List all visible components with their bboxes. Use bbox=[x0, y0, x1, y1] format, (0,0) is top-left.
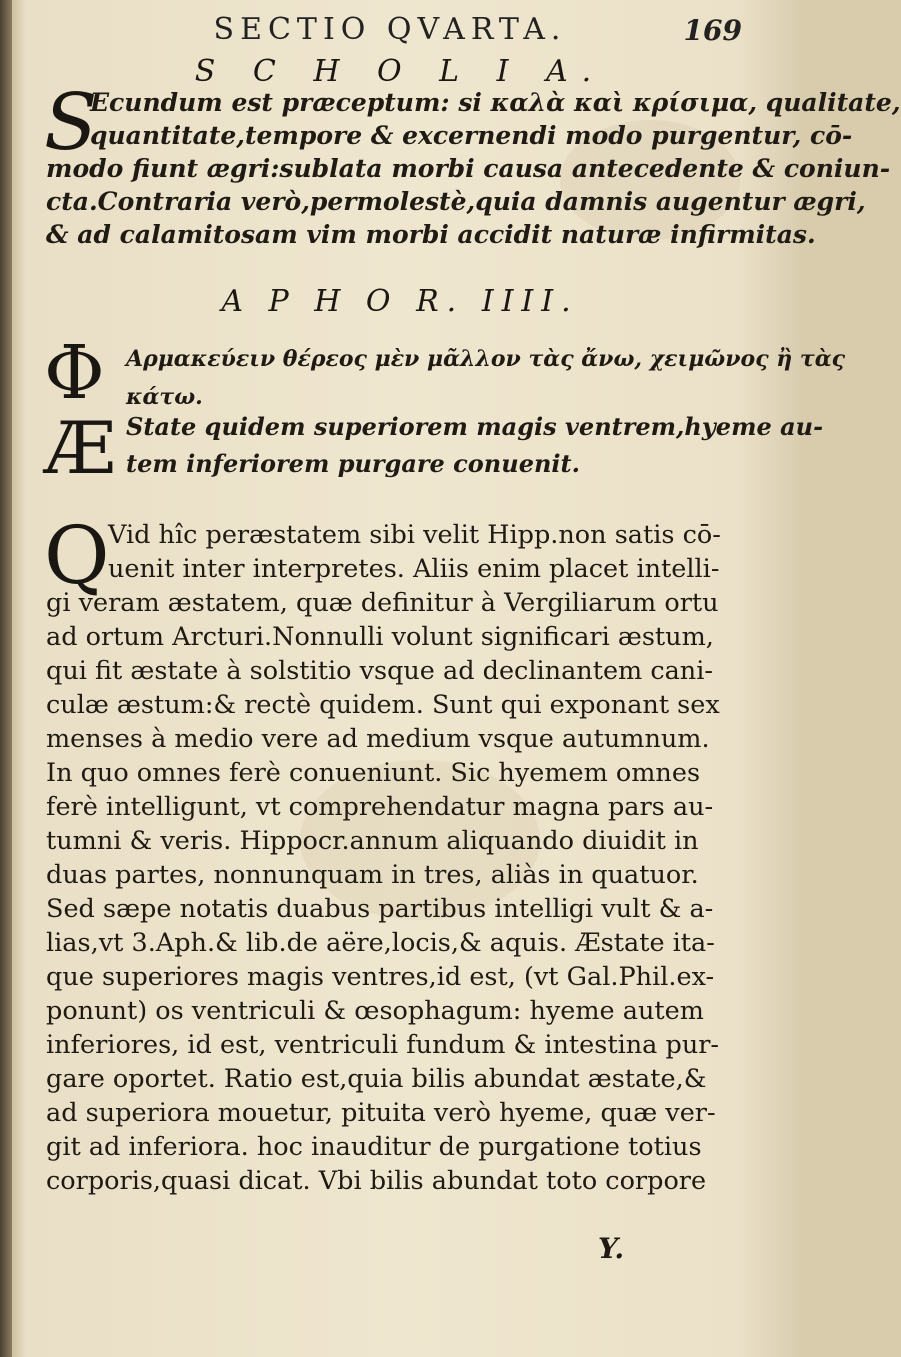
commentary-line: duas partes, nonnunquam in tres, aliàs in quatuor. bbox=[46, 860, 699, 890]
commentary-line: ponunt) os ventriculi & œsophagum: hyeme autem bbox=[46, 996, 704, 1026]
commentary-line: menses à medio vere ad medium vsque autumnum. bbox=[46, 724, 710, 754]
scholia-line: Ecundum est præceptum: si καλὰ καὶ κρίσιμα, qualitate, bbox=[90, 88, 901, 117]
scholia-line: modo fiunt ægri:sublata morbi causa antecedente & coniun- bbox=[46, 154, 891, 183]
commentary-text bbox=[44, 509, 746, 1198]
catchword: Y. bbox=[598, 1232, 625, 1265]
commentary-line: ferè intelligunt, vt comprehendatur magna pars au- bbox=[46, 792, 714, 822]
commentary-line: gi veram æstatem, quæ definitur à Vergiliarum ortu bbox=[46, 588, 719, 618]
scholia-line: cta.Contraria verò,permolestè,quia damnis augentur ægri, bbox=[46, 187, 866, 216]
greek-aphorism bbox=[46, 340, 846, 416]
greek-line: κάτω. bbox=[126, 384, 203, 410]
commentary-line: lias,vt 3.Aph.& lib.de aëre,locis,& aquis. Æstate ita- bbox=[46, 928, 715, 958]
latin-aphorism bbox=[44, 406, 824, 490]
commentary-line: Vid hîc peræstatem sibi velit Hipp.non satis cō- bbox=[108, 520, 721, 550]
scholia-line: & ad calamitosam vim morbi accidit naturæ infirmitas. bbox=[46, 220, 816, 249]
commentary-line: uenit inter interpretes. Aliis enim placet intelli- bbox=[108, 554, 720, 584]
latin-drop-cap: Æ bbox=[44, 406, 117, 490]
commentary-line: ad ortum Arcturi.Nonnulli volunt significari æstum, bbox=[46, 622, 714, 652]
commentary-line: tumni & veris. Hippocr.annum aliquando diuidit in bbox=[46, 826, 699, 856]
commentary-line: que superiores magis ventres,id est, (vt Gal.Phil.ex- bbox=[46, 962, 715, 992]
commentary-line: In quo omnes ferè conueniunt. Sic hyemem omnes bbox=[46, 758, 701, 788]
commentary-line: git ad inferiora. hoc inauditur de purgatione totius bbox=[46, 1132, 702, 1162]
scholia-text bbox=[44, 78, 901, 251]
running-head: SECTIO QVARTA. bbox=[213, 12, 567, 47]
commentary-line: ad superiora mouetur, pituita verò hyeme, quæ ver- bbox=[46, 1098, 716, 1128]
commentary-line: gare oportet. Ratio est,quia bilis abundat æstate,& bbox=[46, 1064, 707, 1094]
commentary-line: culæ æstum:& rectè quidem. Sunt qui exponant sex bbox=[46, 690, 720, 720]
scholia-drop-cap: S bbox=[44, 78, 98, 168]
latin-line: State quidem superiorem magis ventrem,hyeme au- bbox=[126, 412, 824, 441]
scholia-heading: S C H O L I A. bbox=[194, 54, 606, 89]
commentary-line: corporis,quasi dicat. Vbi bilis abundat toto corpore bbox=[46, 1166, 707, 1196]
page-number: 169 bbox=[683, 14, 742, 47]
commentary-drop-cap: Q bbox=[44, 509, 110, 602]
latin-line: tem inferiorem purgare conuenit. bbox=[126, 449, 580, 478]
book-spine-shadow bbox=[0, 0, 12, 1357]
commentary-line: Sed sæpe notatis duabus partibus intelligi vult & a- bbox=[46, 894, 714, 924]
scholia-line: quantitate,tempore & excernendi modo purgentur, cō- bbox=[90, 121, 853, 150]
commentary-line: qui fit æstate à solstitio vsque ad declinantem cani- bbox=[46, 656, 713, 686]
commentary-line: inferiores, id est, ventriculi fundum & intestina pur- bbox=[46, 1030, 720, 1060]
greek-drop-cap: Φ bbox=[44, 330, 105, 416]
greek-line: Αρμακεύειν θέρεος μὲν μᾶλλον τὰς ἄνω, χειμῶνος ἢ τὰς bbox=[126, 346, 846, 372]
aphorism-heading: A P H O R. IIII. bbox=[221, 284, 579, 319]
